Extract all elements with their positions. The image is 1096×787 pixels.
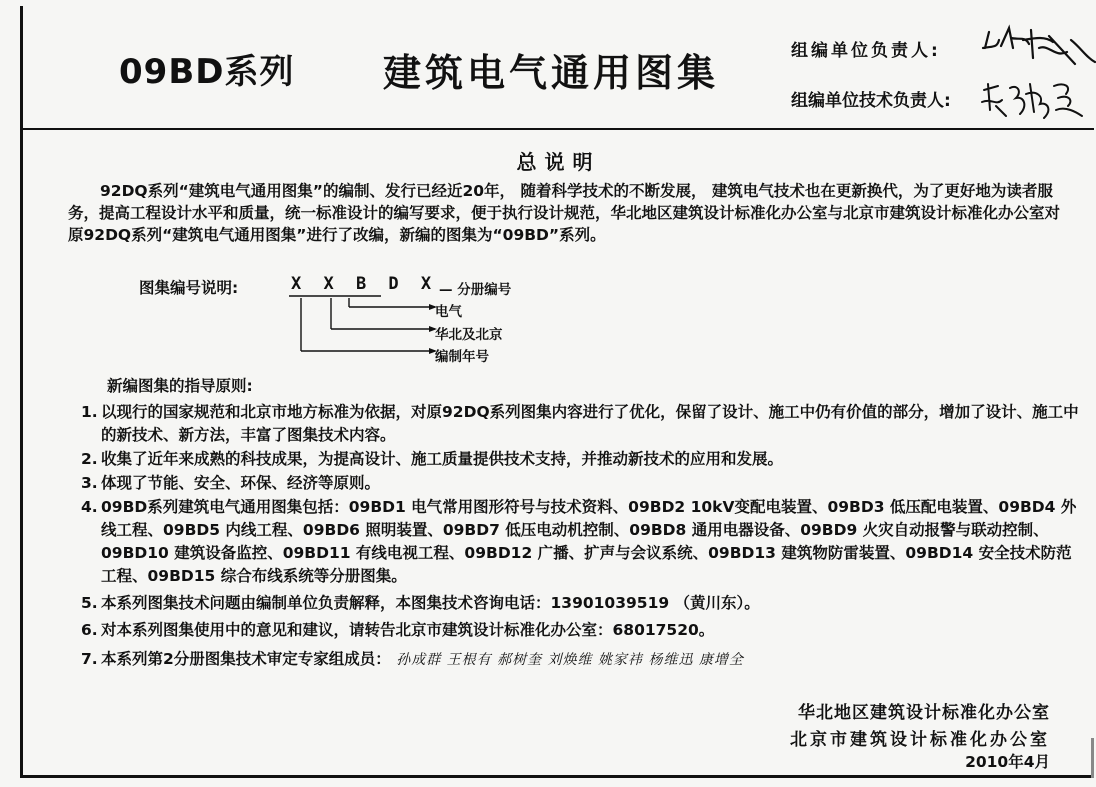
code-letters: X X B D X	[291, 274, 438, 294]
list-item: 4. 09BD系列建筑电气通用图集包括：09BD1 电气常用图形符号与技术资料、09BD2 10kV变配电装置、09BD3 低压配电装置、09BD4 外线工程、09BD5 内线工程、09BD6 照明装置、09BD7 低压电动机控制、09BD8 通用电器设备、09BD9 火灾自动报警与联动控制、09BD10 建筑设备监控、09BD11 有线电视工程、09BD12 广播、扩声与会议系统、09BD13 建筑物防雷装置、09BD14 安全技术防范工程、09BD15 综合布线系统等分册图集。	[81, 498, 1077, 585]
code-leader-lines	[289, 294, 439, 374]
atlas-title: 建筑电气通用图集	[383, 51, 720, 95]
series-title: 09BD系列	[119, 52, 295, 92]
code-note-year: 编制年号	[435, 349, 489, 365]
page-frame	[20, 6, 1094, 778]
org-leader-label: 组编单位负责人:	[791, 41, 941, 61]
list-item: 1. 以现行的国家规范和北京市地方标准为依据，对原92DQ系列图集内容进行了优化，保留了设计、施工中仍有价值的部分，增加了设计、施工中的新技术、新方法，丰富了图集技术内容。	[81, 403, 1079, 444]
list-item: 2. 收集了近年来成熟的科技成果，为提高设计、施工质量提供技术支持，并推动新技术的应用和发展。	[81, 450, 784, 468]
footer-date: 2010年4月	[965, 753, 1050, 771]
tech-leader-signature	[978, 76, 1088, 128]
list-item: 6. 对本系列图集使用中的意见和建议，请转告北京市建筑设计标准化办公室：68017520。	[81, 621, 715, 639]
footer-org-north-china: 华北地区建筑设计标准化办公室	[798, 703, 1050, 723]
intro-paragraph: 92DQ系列“建筑电气通用图集”的编制、发行已经近20年， 随着科学技术的不断发展， 建筑电气技术也在更新换代，为了更好地为读者服务，提高工程设计水平和质量，统一标准设计的编写要求，便于执行设计规范，华北地区建筑设计标准化办公室与北京市建筑设计标准化办公室对原92DQ系列“建筑电气通用图集”进行了改编，新编的图集为“09BD”系列。	[68, 182, 1061, 244]
expert-members: 孙成群 王根有 郝树奎 刘焕维 姚家祎 杨维迅 康增全	[396, 652, 744, 668]
org-leader-signature	[979, 18, 1096, 72]
footer-org-beijing: 北京市建筑设计标准化办公室	[790, 730, 1050, 750]
scan-edge-mark	[1091, 738, 1094, 778]
principles-title: 新编图集的指导原则:	[107, 377, 253, 395]
principles-list	[63, 401, 1083, 673]
code-note-volume: — 分册编号	[439, 282, 512, 298]
list-item: 3. 体现了节能、安全、环保、经济等原则。	[81, 474, 381, 492]
code-note-electrical: 电气	[435, 304, 462, 320]
code-note-region: 华北及北京	[435, 327, 503, 343]
code-label: 图集编号说明:	[139, 279, 239, 297]
list-item: 5. 本系列图集技术问题由编制单位负责解释，本图集技术咨询电话：13901039519 （黄川东）。	[81, 594, 760, 612]
section-title: 总说明	[516, 150, 601, 174]
title-header	[23, 6, 1094, 130]
list-item: 7. 本系列第2分册图集技术审定专家组成员： 孙成群 王根有 郝树奎 刘焕维 姚家祎 杨维迅 康增全	[81, 650, 744, 668]
tech-leader-label: 组编单位技术负责人:	[791, 91, 951, 111]
